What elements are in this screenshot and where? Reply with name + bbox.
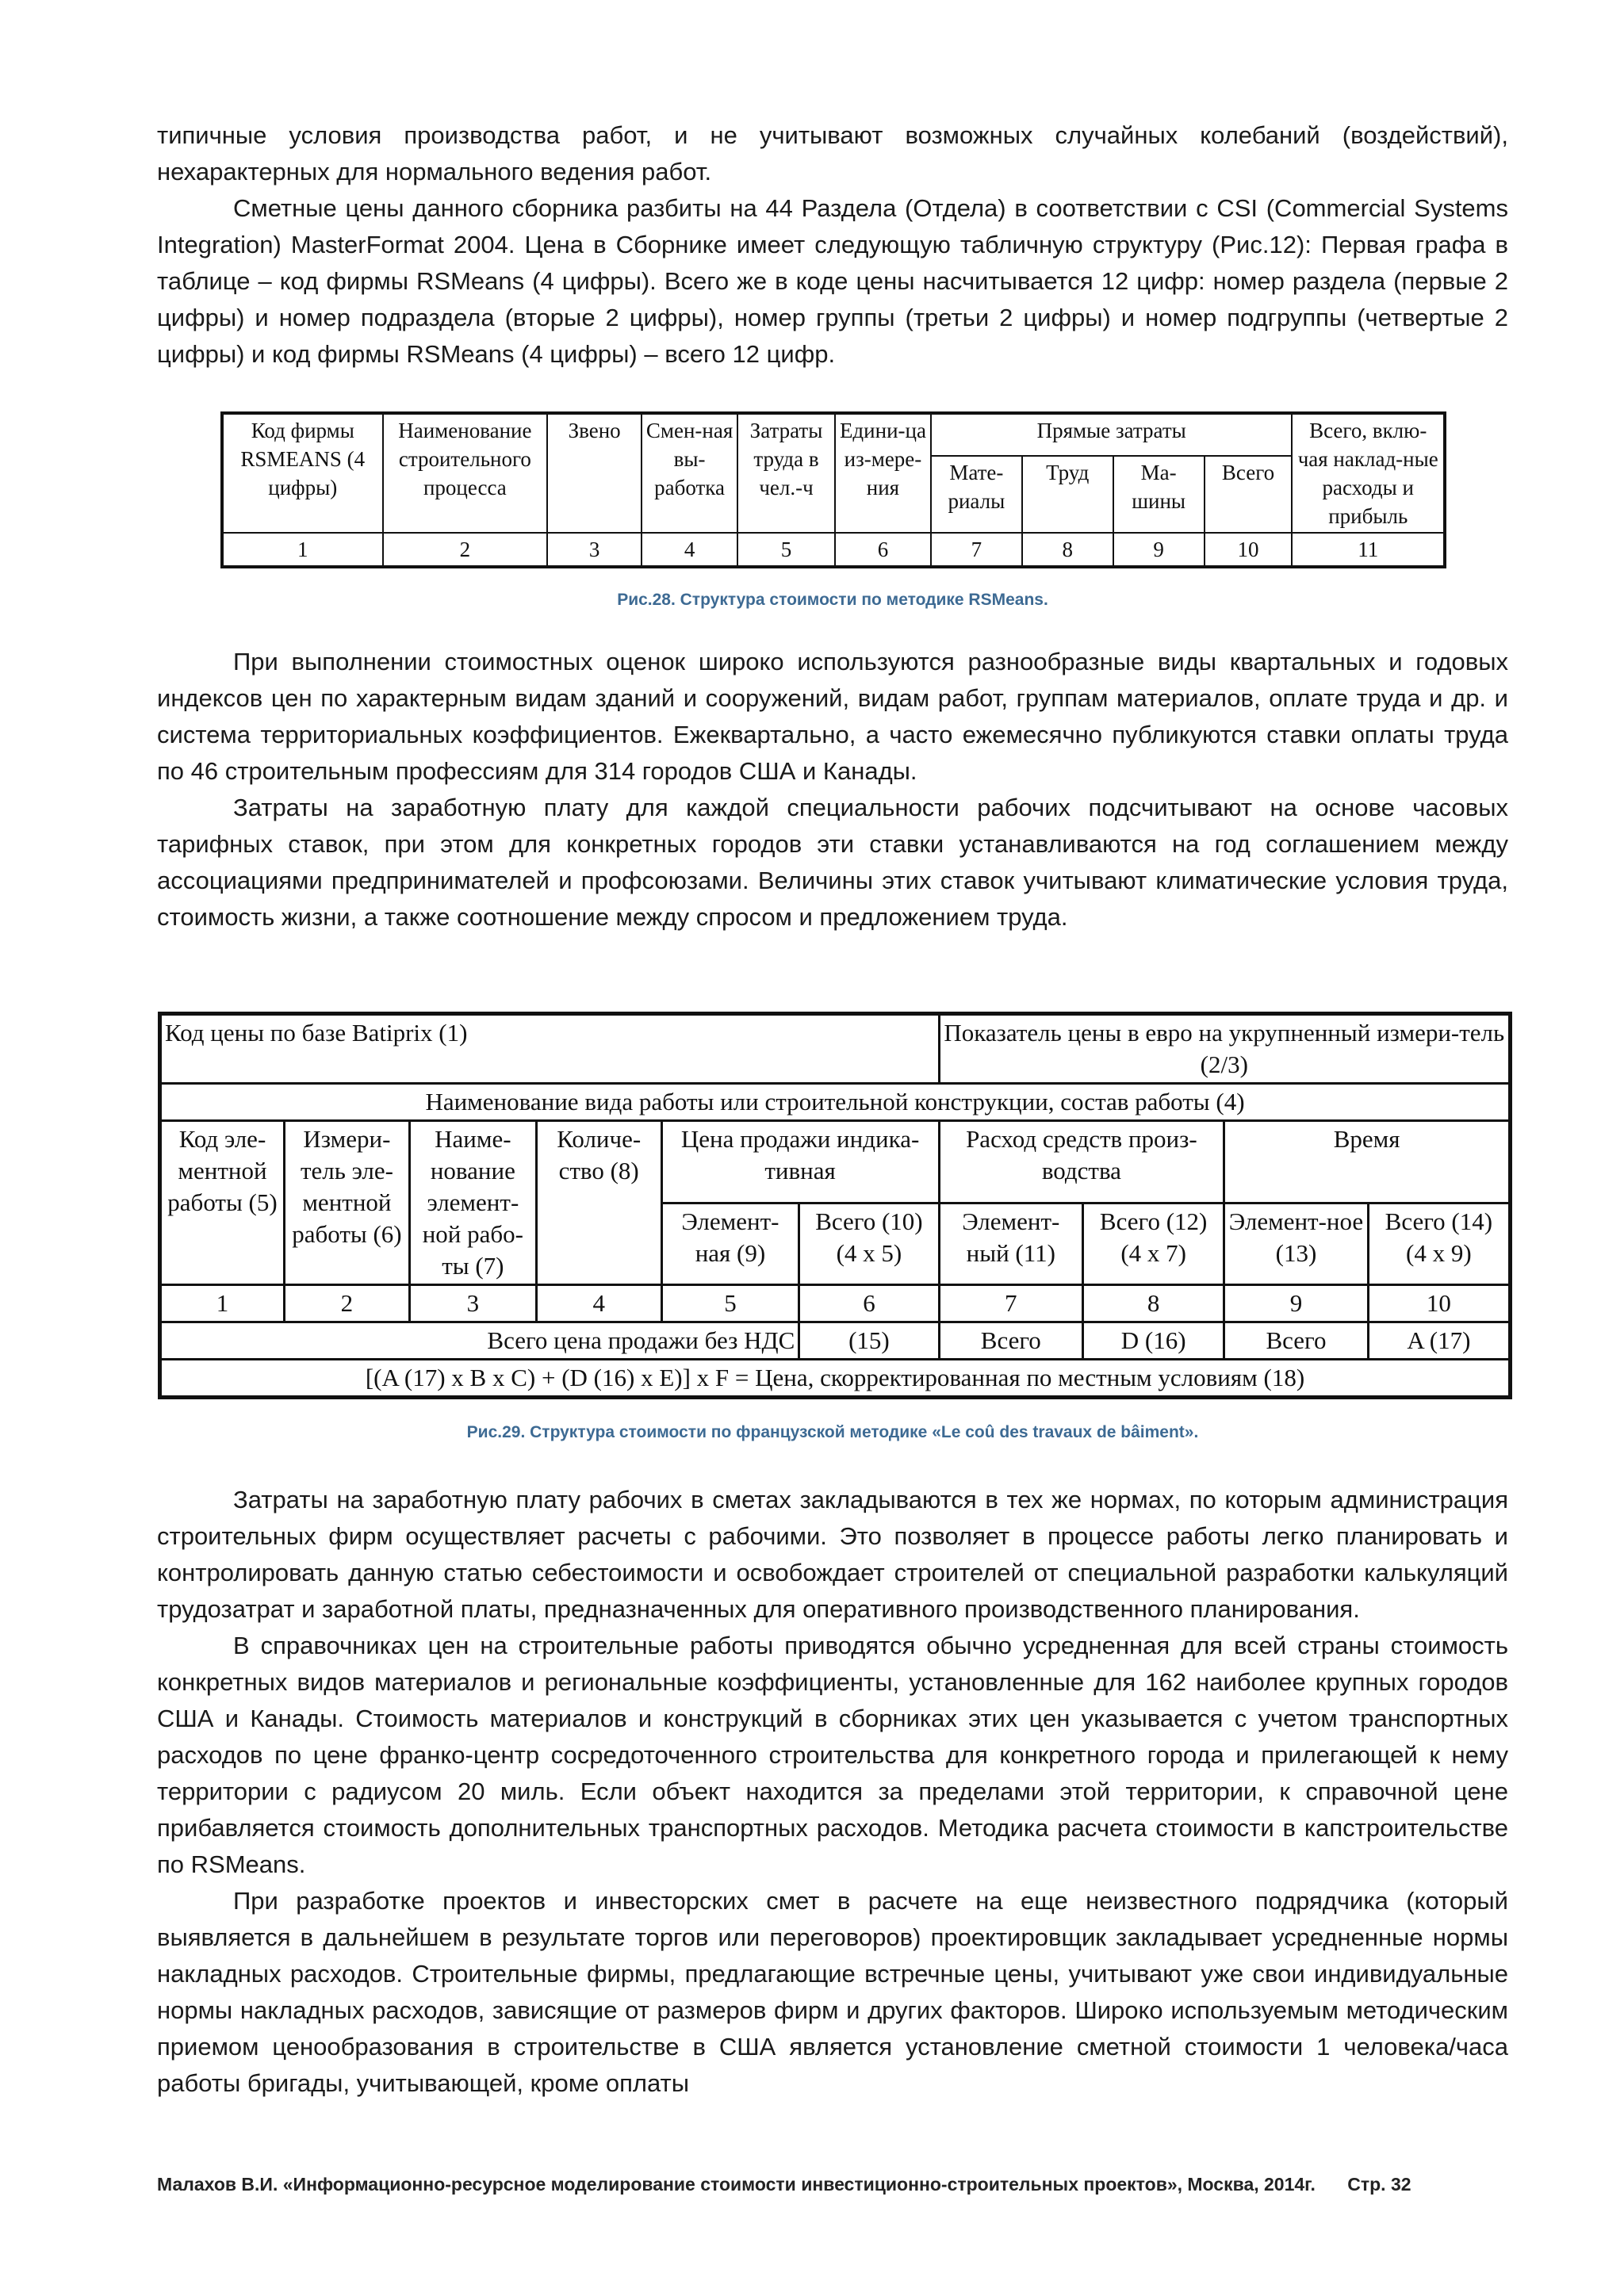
header-cell: Элемент-ное (13) xyxy=(1224,1203,1369,1285)
header-cell: Едини-ца из-мере-ния xyxy=(835,413,931,533)
column-number: 10 xyxy=(1368,1285,1510,1322)
paragraph: Затраты на заработную плату для каждой специальности рабочих подсчитывают на основе часовых тарифных ставок, при этом для конкретных городов эти ставки устанавливаются на год соглашением между ассоциациями предпринимателей и профсоюзами. Величины этих ставок учитывают климатические условия труда, стоимость жизни, а также соотношение между спросом и предложением труда. xyxy=(157,794,1508,931)
header-cell: Всего xyxy=(1205,456,1293,533)
batiprix-cost-structure-table xyxy=(158,1012,1512,1399)
header-cell: Время xyxy=(1224,1121,1511,1203)
column-number: 2 xyxy=(284,1285,409,1322)
column-number: 5 xyxy=(737,533,835,567)
header-cell: Показатель цены в евро на укрупненный измери-тель (2/3) xyxy=(939,1014,1510,1084)
total-value-cell: D (16) xyxy=(1083,1322,1224,1360)
header-cell: Всего (10) (4 x 5) xyxy=(799,1203,939,1285)
column-number: 6 xyxy=(799,1285,939,1322)
header-cell: Всего (12) (4 x 7) xyxy=(1083,1203,1224,1285)
header-cell: Расход средств произ-водства xyxy=(939,1121,1224,1203)
header-cell: Код фирмы RSMEANS (4 цифры) xyxy=(222,413,383,533)
column-number: 11 xyxy=(1292,533,1445,567)
header-cell: Цена продажи индика-тивная xyxy=(661,1121,939,1203)
header-cell: Элемент-ный (11) xyxy=(939,1203,1083,1285)
header-cell: Наиме-нование элемент-ной рабо-ты (7) xyxy=(409,1121,536,1285)
header-cell: Наименование вида работы или строительной конструкции, состав работы (4) xyxy=(160,1084,1511,1121)
header-cell: Код цены по базе Batiprix (1) xyxy=(160,1014,940,1084)
header-cell: Всего (14) (4 x 9) xyxy=(1368,1203,1510,1285)
header-cell: Код эле-ментной работы (5) xyxy=(160,1121,285,1285)
total-label-cell: Всего цена продажи без НДС xyxy=(160,1322,799,1360)
column-number: 3 xyxy=(547,533,642,567)
header-cell: Затраты труда в чел.-ч xyxy=(737,413,835,533)
column-number: 4 xyxy=(642,533,737,567)
column-number: 9 xyxy=(1224,1285,1369,1322)
rsmeans-cost-structure-table xyxy=(220,411,1446,568)
total-value-cell: Всего xyxy=(1224,1322,1369,1360)
paragraph: типичные условия производства работ, и не учитывают возможных случайных колебаний (воздействий), нехарактерных для нормального ведения работ. xyxy=(157,121,1508,186)
total-value-cell: (15) xyxy=(799,1322,939,1360)
total-value-cell: Всего xyxy=(939,1322,1083,1360)
header-cell: Наименование строительного процесса xyxy=(383,413,548,533)
header-cell: Звено xyxy=(547,413,642,533)
header-cell: Труд xyxy=(1022,456,1113,533)
formula-cell: [(A (17) x B x C) + (D (16) x E)] x F = Цена, скорректированная по местным условиям (18) xyxy=(160,1360,1511,1398)
text-block-bottom xyxy=(157,1482,1508,2102)
column-number: 6 xyxy=(835,533,931,567)
paragraph: Сметные цены данного сборника разбиты на 44 Раздела (Отдела) в соответствии с CSI (Commercial Systems Integration) MasterFormat 2004. Цена в Сборнике имеет следующую табличную структуру (Рис.12): Первая графа в таблице – код фирмы RSMeans (4 цифры). Всего же в коде цены насчитывается 12 цифр: номер раздела (первые 2 цифры) и номер подраздела (вторые 2 цифры), номер группы (третьи 2 цифры) и номер подгруппы (четвертые 2 цифры) и код фирмы RSMeans (4 цифры) – всего 12 цифр. xyxy=(157,194,1508,368)
text-block-top xyxy=(157,117,1508,373)
header-cell: Ма-шины xyxy=(1113,456,1205,533)
header-cell: Количе-ство (8) xyxy=(536,1121,661,1285)
page-footer xyxy=(157,2174,1508,2195)
page-number: Стр. 32 xyxy=(1347,2174,1411,2195)
column-number: 2 xyxy=(383,533,548,567)
paragraph: Затраты на заработную плату рабочих в сметах закладываются в тех же нормах, по которым администрация строительных фирм осуществляет расчеты с рабочими. Это позволяет в процессе работы легко планировать и контролировать данную статью себестоимости и освобождает строителей от специальной разработки калькуляций трудозатрат и заработной платы, предназначенных для оперативного производственного планирования. xyxy=(157,1486,1508,1623)
total-value-cell: A (17) xyxy=(1368,1322,1510,1360)
column-number: 3 xyxy=(409,1285,536,1322)
column-number: 4 xyxy=(536,1285,661,1322)
header-cell: Всего, вклю-чая наклад-ные расходы и прибыль xyxy=(1292,413,1445,533)
column-number: 5 xyxy=(661,1285,799,1322)
header-cell: Элемент-ная (9) xyxy=(661,1203,799,1285)
column-number: 7 xyxy=(931,533,1022,567)
column-number: 10 xyxy=(1205,533,1293,567)
text-block-middle xyxy=(157,644,1508,936)
figure-29-caption: Рис.29. Структура стоимости по французской методике «Le coû des travaux de bâiment». xyxy=(466,1423,1199,1441)
column-number: 7 xyxy=(939,1285,1083,1322)
paragraph: При разработке проектов и инвесторских смет в расчете на еще неизвестного подрядчика (который выявляется в дальнейшем в результате торгов или переговоров) проектировщик закладывает усредненные нормы накладных расходов. Строительные фирмы, предлагающие встречные цены, учитывают уже свои индивидуальные нормы накладных расходов, зависящие от размеров фирм и других факторов. Широко используемым методическим приемом ценообразования в строительстве в США является установление сметной стоимости 1 человека/часа работы бригады, учитывающей, кроме оплаты xyxy=(157,1887,1508,2097)
header-cell: Смен-ная вы-работка xyxy=(642,413,737,533)
column-number: 1 xyxy=(222,533,383,567)
header-cell: Мате-риалы xyxy=(931,456,1022,533)
paragraph: При выполнении стоимостных оценок широко используются разнообразные виды квартальных и годовых индексов цен по характерным видам зданий и сооружений, видам работ, группам материалов, оплате труда и др. и система территориальных коэффициентов. Ежеквартально, а часто ежемесячно публикуются ставки оплаты труда по 46 строительным профессиям для 314 городов США и Канады. xyxy=(157,648,1508,785)
column-number: 8 xyxy=(1083,1285,1224,1322)
column-number: 9 xyxy=(1113,533,1205,567)
footer-citation: Малахов В.И. «Информационно-ресурсное моделирование стоимости инвестиционно-строительных проектов», Москва, 2014г. xyxy=(157,2174,1316,2195)
figure-28-caption: Рис.28. Структура стоимости по методике RSMeans. xyxy=(617,591,1048,609)
header-cell: Прямые затраты xyxy=(931,413,1293,456)
column-number: 1 xyxy=(160,1285,285,1322)
paragraph: В справочниках цен на строительные работы приводятся обычно усредненная для всей страны стоимость конкретных видов материалов и региональные коэффициенты, установленные для 162 наиболее крупных городов США и Канады. Стоимость материалов и конструкций в сборниках этих цен указывается с учетом транспортных расходов по цене франко-центр сосредоточенного строительства для конкретного города и прилегающей к нему территории с радиусом 20 миль. Если объект находится за пределами этой территории, к справочной цене прибавляется стоимость дополнительных транспортных расходов. Методика расчета стоимости в капстроительстве по RSMeans. xyxy=(157,1632,1508,1878)
header-cell: Измери-тель эле-ментной работы (6) xyxy=(284,1121,409,1285)
column-number: 8 xyxy=(1022,533,1113,567)
